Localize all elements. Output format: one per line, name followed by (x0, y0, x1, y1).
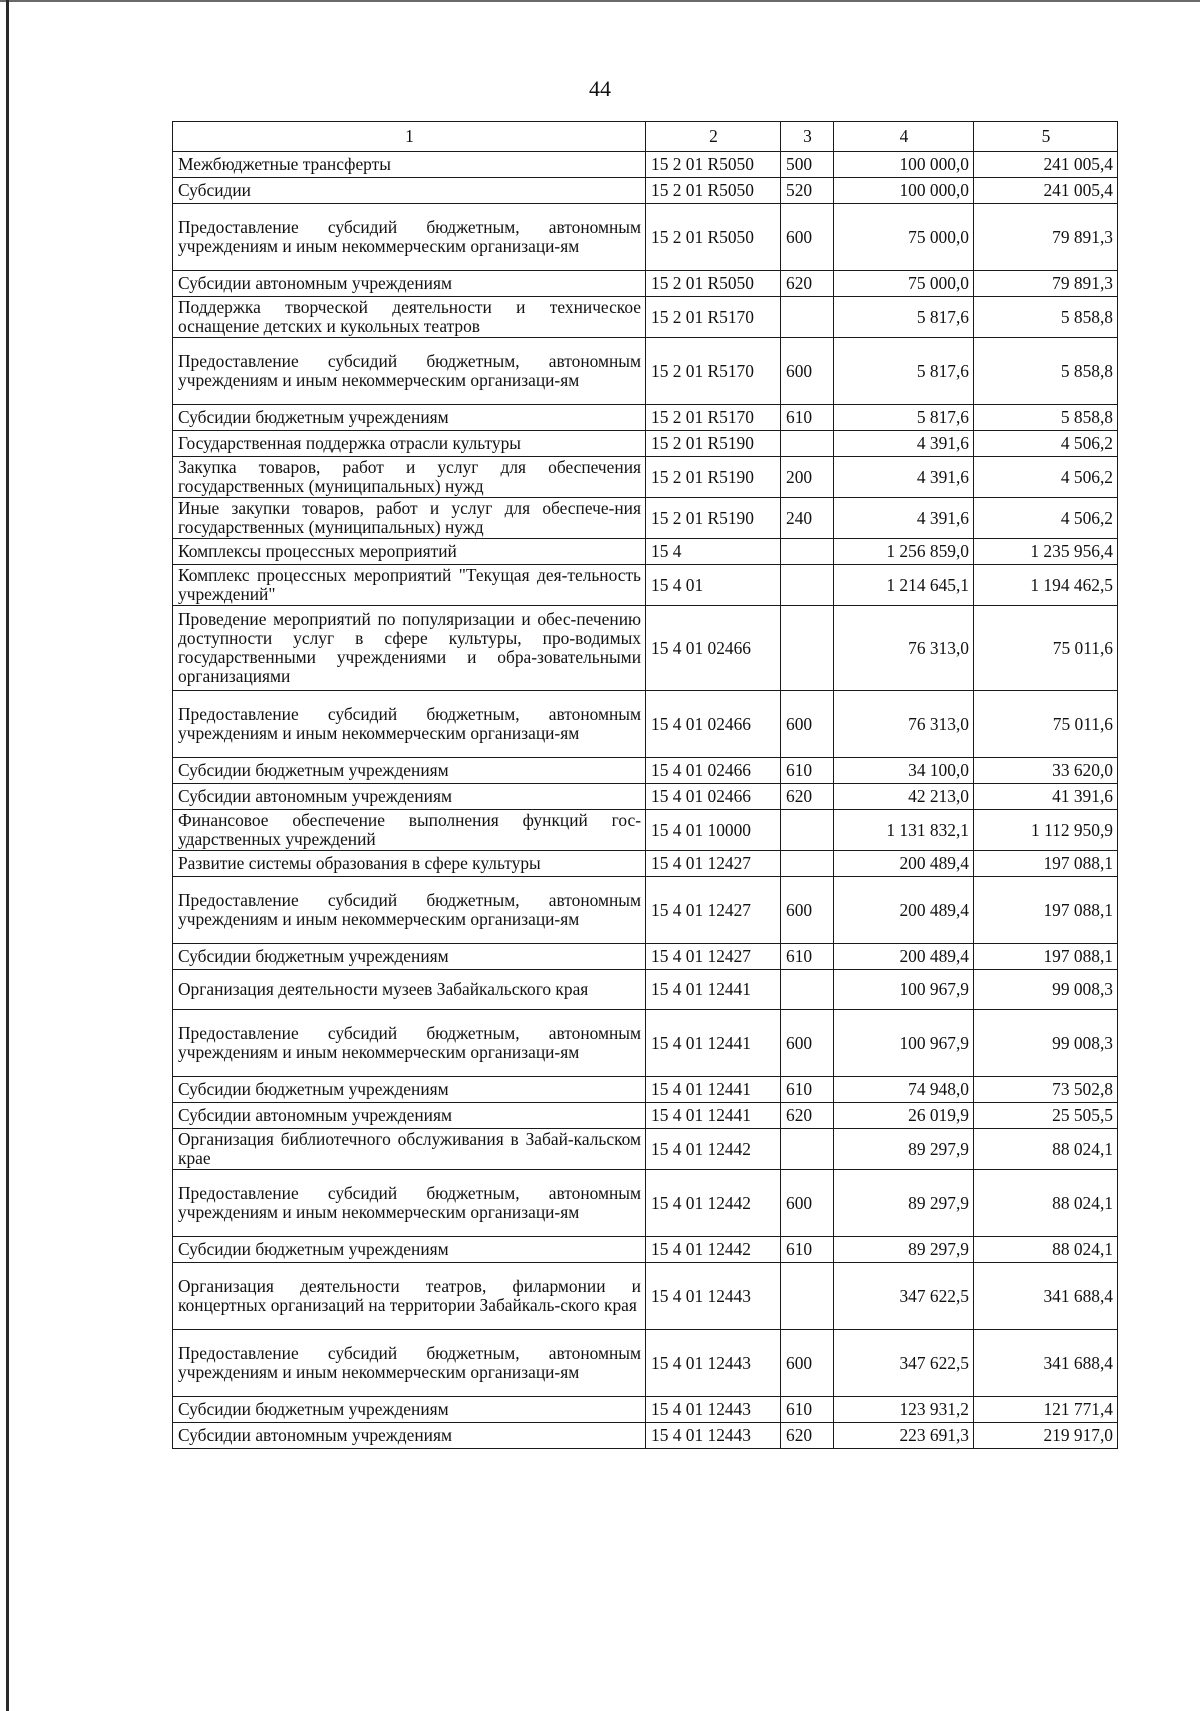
row-expense-type: 610 (781, 1077, 834, 1103)
row-value-col4: 5 817,6 (834, 405, 974, 431)
table-row (173, 1103, 1118, 1129)
row-value-col4: 100 967,9 (834, 970, 974, 1010)
row-expense-type: 610 (781, 1237, 834, 1263)
row-code: 15 4 01 12443 (646, 1397, 781, 1423)
row-value-col5: 341 688,4 (974, 1330, 1118, 1397)
table-row (173, 851, 1118, 877)
row-name: Комплекс процессных мероприятий "Текущая дея-тельность учреждений" (173, 565, 646, 606)
row-code: 15 4 01 02466 (646, 784, 781, 810)
row-value-col5: 241 005,4 (974, 152, 1118, 178)
table-row (173, 1170, 1118, 1237)
row-value-col4: 347 622,5 (834, 1330, 974, 1397)
table-row (173, 784, 1118, 810)
row-expense-type: 620 (781, 1103, 834, 1129)
row-value-col4: 5 817,6 (834, 297, 974, 338)
row-expense-type (781, 1263, 834, 1330)
row-code: 15 4 01 12443 (646, 1330, 781, 1397)
row-expense-type: 600 (781, 204, 834, 271)
row-value-col4: 100 000,0 (834, 178, 974, 204)
row-value-col5: 219 917,0 (974, 1423, 1118, 1449)
row-value-col5: 41 391,6 (974, 784, 1118, 810)
table-row (173, 877, 1118, 944)
row-expense-type: 600 (781, 1170, 834, 1237)
row-name: Субсидии бюджетным учреждениям (173, 405, 646, 431)
row-value-col5: 33 620,0 (974, 758, 1118, 784)
row-expense-type: 620 (781, 1423, 834, 1449)
row-value-col4: 223 691,3 (834, 1423, 974, 1449)
row-value-col4: 200 489,4 (834, 877, 974, 944)
row-code: 15 4 01 12442 (646, 1129, 781, 1170)
row-code: 15 4 01 12443 (646, 1423, 781, 1449)
row-code: 15 2 01 R5190 (646, 457, 781, 498)
header-col-5: 5 (974, 122, 1118, 152)
row-value-col5: 75 011,6 (974, 691, 1118, 758)
row-value-col4: 347 622,5 (834, 1263, 974, 1330)
header-col-1: 1 (173, 122, 646, 152)
row-code: 15 2 01 R5050 (646, 271, 781, 297)
row-name: Предоставление субсидий бюджетным, автономным учреждениям и иным некоммерческим организаци-ям (173, 877, 646, 944)
table-row (173, 1423, 1118, 1449)
row-value-col4: 1 131 832,1 (834, 810, 974, 851)
scan-left-edge (6, 0, 9, 1711)
table-row (173, 405, 1118, 431)
row-code: 15 4 (646, 539, 781, 565)
table-row (173, 1010, 1118, 1077)
row-expense-type (781, 970, 834, 1010)
row-value-col5: 5 858,8 (974, 405, 1118, 431)
row-expense-type: 610 (781, 944, 834, 970)
header-col-3: 3 (781, 122, 834, 152)
row-expense-type (781, 565, 834, 606)
row-code: 15 2 01 R5050 (646, 178, 781, 204)
row-name: Субсидии автономным учреждениям (173, 1423, 646, 1449)
table-row (173, 758, 1118, 784)
row-name: Предоставление субсидий бюджетным, автономным учреждениям и иным некоммерческим организаци-ям (173, 691, 646, 758)
row-expense-type: 620 (781, 271, 834, 297)
row-name: Субсидии бюджетным учреждениям (173, 1397, 646, 1423)
row-name: Субсидии бюджетным учреждениям (173, 944, 646, 970)
row-name: Субсидии (173, 178, 646, 204)
row-value-col4: 89 297,9 (834, 1129, 974, 1170)
row-value-col4: 26 019,9 (834, 1103, 974, 1129)
row-code: 15 2 01 R5190 (646, 498, 781, 539)
budget-table-body (173, 122, 1118, 1449)
row-name: Субсидии бюджетным учреждениям (173, 1237, 646, 1263)
row-expense-type (781, 297, 834, 338)
row-name: Предоставление субсидий бюджетным, автономным учреждениям и иным некоммерческим организаци-ям (173, 1010, 646, 1077)
row-name: Субсидии автономным учреждениям (173, 1103, 646, 1129)
row-expense-type: 600 (781, 1330, 834, 1397)
header-col-4: 4 (834, 122, 974, 152)
row-name: Закупка товаров, работ и услуг для обеспечения государственных (муниципальных) нужд (173, 457, 646, 498)
row-value-col5: 5 858,8 (974, 338, 1118, 405)
row-value-col4: 89 297,9 (834, 1237, 974, 1263)
table-row (173, 691, 1118, 758)
row-value-col4: 4 391,6 (834, 498, 974, 539)
row-name: Финансовое обеспечение выполнения функций гос-ударственных учреждений (173, 810, 646, 851)
table-row (173, 178, 1118, 204)
table-row (173, 1237, 1118, 1263)
row-name: Предоставление субсидий бюджетным, автономным учреждениям и иным некоммерческим организаци-ям (173, 1330, 646, 1397)
row-value-col4: 42 213,0 (834, 784, 974, 810)
row-code: 15 4 01 12443 (646, 1263, 781, 1330)
row-value-col5: 1 112 950,9 (974, 810, 1118, 851)
row-code: 15 4 01 12427 (646, 851, 781, 877)
row-value-col5: 79 891,3 (974, 271, 1118, 297)
table-row (173, 1263, 1118, 1330)
row-code: 15 2 01 R5050 (646, 204, 781, 271)
row-value-col5: 197 088,1 (974, 851, 1118, 877)
row-code: 15 4 01 12441 (646, 970, 781, 1010)
row-name: Субсидии автономным учреждениям (173, 784, 646, 810)
table-row (173, 271, 1118, 297)
row-expense-type: 610 (781, 405, 834, 431)
row-name: Предоставление субсидий бюджетным, автономным учреждениям и иным некоммерческим организаци-ям (173, 204, 646, 271)
row-value-col5: 1 235 956,4 (974, 539, 1118, 565)
row-value-col4: 75 000,0 (834, 271, 974, 297)
table-row (173, 297, 1118, 338)
row-value-col5: 79 891,3 (974, 204, 1118, 271)
row-expense-type (781, 810, 834, 851)
row-value-col5: 197 088,1 (974, 877, 1118, 944)
table-row (173, 457, 1118, 498)
table-row (173, 498, 1118, 539)
table-row (173, 152, 1118, 178)
row-value-col5: 88 024,1 (974, 1129, 1118, 1170)
row-name: Иные закупки товаров, работ и услуг для обеспече-ния государственных (муниципальных) нужд (173, 498, 646, 539)
table-row (173, 944, 1118, 970)
row-value-col5: 4 506,2 (974, 431, 1118, 457)
row-name: Субсидии бюджетным учреждениям (173, 1077, 646, 1103)
table-row (173, 1077, 1118, 1103)
row-name: Субсидии автономным учреждениям (173, 271, 646, 297)
row-name: Организация деятельности театров, филармонии и концертных организаций на территории Забайкаль-ского края (173, 1263, 646, 1330)
row-name: Межбюджетные трансферты (173, 152, 646, 178)
row-value-col5: 75 011,6 (974, 606, 1118, 691)
table-row (173, 338, 1118, 405)
row-name: Субсидии бюджетным учреждениям (173, 758, 646, 784)
row-code: 15 4 01 12441 (646, 1103, 781, 1129)
row-code: 15 4 01 12427 (646, 877, 781, 944)
row-value-col5: 88 024,1 (974, 1170, 1118, 1237)
row-expense-type (781, 851, 834, 877)
row-name: Предоставление субсидий бюджетным, автономным учреждениям и иным некоммерческим организаци-ям (173, 338, 646, 405)
row-name: Организация библиотечного обслуживания в Забай-кальском крае (173, 1129, 646, 1170)
row-value-col4: 89 297,9 (834, 1170, 974, 1237)
row-value-col5: 241 005,4 (974, 178, 1118, 204)
row-value-col4: 1 214 645,1 (834, 565, 974, 606)
row-code: 15 2 01 R5190 (646, 431, 781, 457)
row-code: 15 4 01 12441 (646, 1077, 781, 1103)
row-expense-type: 600 (781, 1010, 834, 1077)
row-expense-type: 200 (781, 457, 834, 498)
table-row (173, 431, 1118, 457)
row-value-col4: 75 000,0 (834, 204, 974, 271)
row-expense-type: 500 (781, 152, 834, 178)
row-name: Проведение мероприятий по популяризации и обес-печению доступности услуг в сфере культуры, про-водимых государственными учреждениями и обра-зовательными организациями (173, 606, 646, 691)
row-value-col4: 100 967,9 (834, 1010, 974, 1077)
table-row (173, 204, 1118, 271)
row-value-col5: 341 688,4 (974, 1263, 1118, 1330)
page-number: 44 (589, 76, 611, 101)
row-code: 15 4 01 12427 (646, 944, 781, 970)
row-name: Поддержка творческой деятельности и техническое оснащение детских и кукольных театров (173, 297, 646, 338)
row-expense-type: 610 (781, 1397, 834, 1423)
row-value-col4: 200 489,4 (834, 851, 974, 877)
table-row (173, 1397, 1118, 1423)
table-header-row (173, 122, 1118, 152)
row-expense-type: 620 (781, 784, 834, 810)
row-value-col4: 123 931,2 (834, 1397, 974, 1423)
row-code: 15 4 01 12441 (646, 1010, 781, 1077)
budget-table (172, 121, 1118, 1449)
row-value-col4: 5 817,6 (834, 338, 974, 405)
row-expense-type: 240 (781, 498, 834, 539)
scan-top-edge (0, 0, 1200, 2)
row-code: 15 4 01 (646, 565, 781, 606)
table-row (173, 539, 1118, 565)
row-value-col5: 88 024,1 (974, 1237, 1118, 1263)
row-value-col5: 99 008,3 (974, 970, 1118, 1010)
row-expense-type (781, 606, 834, 691)
row-expense-type: 600 (781, 338, 834, 405)
row-name: Комплексы процессных мероприятий (173, 539, 646, 565)
table-row (173, 1129, 1118, 1170)
table-row (173, 565, 1118, 606)
row-value-col4: 200 489,4 (834, 944, 974, 970)
row-expense-type: 600 (781, 691, 834, 758)
table-row (173, 1330, 1118, 1397)
row-code: 15 2 01 R5170 (646, 297, 781, 338)
row-code: 15 4 01 02466 (646, 758, 781, 784)
row-code: 15 4 01 02466 (646, 691, 781, 758)
row-value-col5: 4 506,2 (974, 498, 1118, 539)
row-expense-type (781, 539, 834, 565)
row-code: 15 2 01 R5170 (646, 338, 781, 405)
table-row (173, 810, 1118, 851)
row-value-col4: 4 391,6 (834, 431, 974, 457)
row-value-col5: 5 858,8 (974, 297, 1118, 338)
row-code: 15 4 01 12442 (646, 1237, 781, 1263)
row-code: 15 4 01 10000 (646, 810, 781, 851)
header-col-2: 2 (646, 122, 781, 152)
row-expense-type (781, 431, 834, 457)
row-expense-type: 600 (781, 877, 834, 944)
row-expense-type: 520 (781, 178, 834, 204)
row-value-col4: 4 391,6 (834, 457, 974, 498)
row-value-col4: 76 313,0 (834, 606, 974, 691)
row-value-col5: 1 194 462,5 (974, 565, 1118, 606)
table-row (173, 970, 1118, 1010)
row-value-col5: 25 505,5 (974, 1103, 1118, 1129)
row-name: Предоставление субсидий бюджетным, автономным учреждениям и иным некоммерческим организаци-ям (173, 1170, 646, 1237)
row-name: Развитие системы образования в сфере культуры (173, 851, 646, 877)
row-value-col4: 100 000,0 (834, 152, 974, 178)
row-value-col4: 74 948,0 (834, 1077, 974, 1103)
row-value-col5: 4 506,2 (974, 457, 1118, 498)
row-value-col4: 1 256 859,0 (834, 539, 974, 565)
row-code: 15 2 01 R5050 (646, 152, 781, 178)
row-code: 15 4 01 02466 (646, 606, 781, 691)
table-row (173, 606, 1118, 691)
row-name: Организация деятельности музеев Забайкальского края (173, 970, 646, 1010)
row-value-col5: 99 008,3 (974, 1010, 1118, 1077)
row-code: 15 2 01 R5170 (646, 405, 781, 431)
row-value-col5: 121 771,4 (974, 1397, 1118, 1423)
row-value-col5: 197 088,1 (974, 944, 1118, 970)
row-name: Государственная поддержка отрасли культуры (173, 431, 646, 457)
row-expense-type (781, 1129, 834, 1170)
row-value-col4: 34 100,0 (834, 758, 974, 784)
row-value-col4: 76 313,0 (834, 691, 974, 758)
row-expense-type: 610 (781, 758, 834, 784)
row-code: 15 4 01 12442 (646, 1170, 781, 1237)
row-value-col5: 73 502,8 (974, 1077, 1118, 1103)
